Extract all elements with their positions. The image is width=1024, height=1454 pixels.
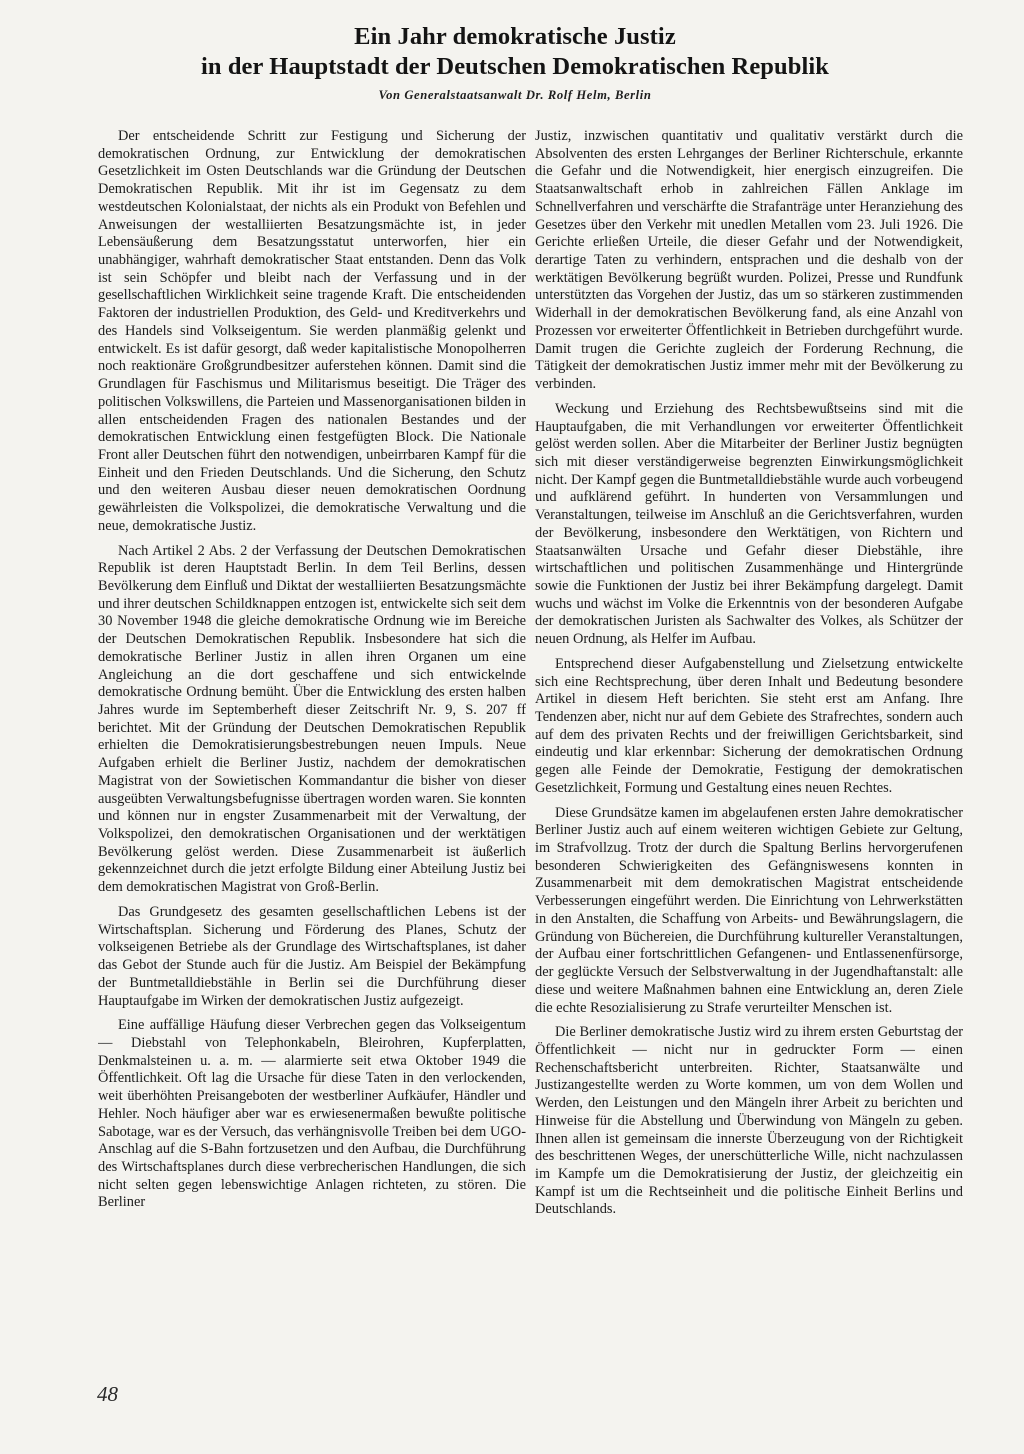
left-column (98, 128, 526, 1368)
left-paragraph-1: Der entscheidende Schritt zur Festigung und Sicherung der demokratischen Ordnung, zur Entwicklung der demokratischen Gesetzlichkeit im Osten Deutschlands war die Gründung der Deutschen Demokratischen Republik. Mit ihr ist im Gegensatz zu dem westdeutschen Kolonialstaat, der nichts als ein Produkt von Befehlen und Anweisungen der westalliierten Besatzungsmächte ist, in jeder Lebensäußerung dem Besatzungsstatut unterworfen, hier ein unabhängiger, wahrhaft demokratischer Staat entstanden. Denn das Volk ist sein Schöpfer und bleibt nach der Verfassung und in der gesellschaftlichen Wirklichkeit seine tragende Kraft. Die entscheidenden Faktoren der industriellen Produktion, des Geld- und Kreditverkehrs und des Handels sind Volkseigentum. Sie werden planmäßig gelenkt und entwickelt. Es ist dafür gesorgt, daß weder kapitalistische Monopolherren noch reaktionäre Großgrundbesitzer auferstehen können. Damit sind die Grundlagen für Faschismus und Militarismus beseitigt. Die Träger des politischen Volkswillens, die Parteien und Massenorganisationen bilden in allen entscheidenden Fragen des nationalen Bestandes und der demokratischen Entwicklung einen festgefügten Block. Die Nationale Front aller Deutschen führt den notwendigen, unbeirrbaren Kampf für die Einheit und den Frieden Deutschlands. Und die Sicherung, den Schutz und den weiteren Ausbau dieser neuen demokratischen Oordnung gewährleisten die Volkspolizei, die demokratische Verwaltung und die neue, demokratische Justiz. (98, 128, 526, 534)
right-paragraph-2: Weckung und Erziehung des Rechtsbewußtseins sind mit die Hauptaufgaben, die mit Verhandlungen vor erweiterter Öffentlichkeit gelöst werden sollen. Aber die Mitarbeiter der Berliner Justiz begnügten sich mit dieser verständigerweise begrenzten Einwirkungsmöglichkeit nicht. Der Kampf gegen die Buntmetalldiebstähle wurde auch vorbeugend und aufklärend geführt. In hunderten von Versammlungen und Veranstaltungen, teilweise im Anschluß an die Gerichtsverfahren, wurden der Bevölkerung, insbesondere den Werktätigen, von Richtern und Staatsanwälten Ursache und Gefahr dieser Diebstähle, ihre wirtschaftlichen und politischen Zusammenhänge und Hintergründe sowie die Funktionen der Justiz bei ihrer Bekämpfung dargelegt. Damit wuchs und wächst im Volke die Erkenntnis von der besonderen Aufgabe der demokratischen Juristen als Sachwalter des Volkes, als Schützer der neuen Ordnung, als Helfer im Aufbau. (535, 400, 963, 648)
article-header (100, 22, 930, 103)
right-column (535, 128, 963, 1368)
right-paragraph-3: Entsprechend dieser Aufgabenstellung und Zielsetzung entwickelte sich eine Rechtsprechung, über deren Inhalt und Bedeutung besondere Artikel in diesem Heft berichten. Sie steht erst am Anfang. Ihre Tendenzen aber, nicht nur auf dem Gebiete des Strafrechtes, sondern auch auf dem des privaten Rechts und der freiwilligen Gerichtsbarkeit, sind eindeutig und klar erkennbar: Sicherung der demokratischen Ordnung gegen alle Feinde der Demokratie, Festigung der demokratischen Gesetzlichkeit, Formung und Gestaltung eines neuen Rechtes. (535, 655, 963, 796)
left-paragraph-3: Das Grundgesetz des gesamten gesellschaftlichen Lebens ist der Wirtschaftsplan. Sicherung und Förderung des Planes, Schutz der volkseigenen Betriebe als der Grundlage des Wirtschaftsplanes, ist daher das Gebot der Stunde auch für die Justiz. Am Beispiel der Bekämpfung der Buntmetalldiebstähle in Berlin sei die Durchführung dieser Hauptaufgabe im Wirken der demokratischen Justiz aufgezeigt. (98, 903, 526, 1009)
right-paragraph-1: Justiz, inzwischen quantitativ und qualitativ verstärkt durch die Absolventen des ersten Lehrganges der Berliner Richterschule, erkannte die Gefahr und die Notwendigkeit, hier energisch einzugreifen. Die Staatsanwaltschaft erhob in zahlreichen Fällen Anklage im Schnellverfahren und verschärfte die Strafanträge unter Heranziehung des Gesetzes über den Verkehr mit unedlen Metallen vom 23. Juli 1926. Die Gerichte erließen Urteile, die dieser Gefahr und der Notwendigkeit, derartige Taten zu verhindern, entsprachen und die deshalb von der werktätigen Bevölkerung begrüßt wurden. Polizei, Presse und Rundfunk unterstützten das Vorgehen der Justiz, das um so stärkeren zustimmenden Widerhall in der demokratischen Bevölkerung fand, als eine Anzahl von Prozessen vor erweiterter Öffentlichkeit in Betrieben durchgeführt wurde. Damit trugen die Gerichte zugleich der Forderung Rechnung, die Tätigkeit der demokratischen Justiz immer mehr mit der Bevölkerung zu verbinden. (535, 128, 963, 393)
article-title-line-1: Ein Jahr demokratische Justiz (354, 23, 676, 50)
article-title-line-2: in der Hauptstadt der Deutschen Demokratischen Republik (200, 53, 830, 80)
left-paragraph-4: Eine auffällige Häufung dieser Verbrechen gegen das Volkseigentum — Diebstahl von Telephonkabeln, Bleirohren, Kupferplatten, Denkmalsteinen u. a. m. — alarmierte seit etwa Oktober 1949 die Öffentlichkeit. Oft lag die Ursache für diese Taten in den verlockenden, weit überhöhten Preisangeboten der westberliner Aufkäufer, Händler und Hehler. Noch häufiger aber war es erwiesenermaßen bewußte politische Sabotage, war es der Versuch, das verhängnisvolle Treiben bei dem UGO-Anschlag auf die S-Bahn fortzusetzen und den Aufbau, die Durchführung des Wirtschaftsplanes durch diese verbrecherischen Handlungen, die sich nicht selten gegen lebenswichtige Anlagen richteten, zu stören. Die Berliner (98, 1017, 526, 1211)
left-paragraph-2: Nach Artikel 2 Abs. 2 der Verfassung der Deutschen Demokratischen Republik ist deren Hauptstadt Berlin. In dem Teil Berlins, dessen Bevölkerung dem Einfluß und Diktat der westalliierten Besatzungsmächte und ihrer deutschen Schildknappen entzogen ist, entwickelte sich seit dem 30 November 1948 die gleiche demokratische Ordnung wie im Bereiche der Deutschen Demokratischen Republik. Insbesondere hat sich die demokratische Berliner Justiz in allen ihren Organen um eine Angleichung an die dort geschaffene und sich entwickelnde demokratische Ordnung bemüht. Über die Entwicklung des ersten halben Jahres wurde im Septemberheft dieser Zeitschrift Nr. 9, S. 207 ff berichtet. Mit der Gründung der Deutschen Demokratischen Republik erhielten die Demokratisierungsbestrebungen neuen Impuls. Neue Aufgaben erhielt die Berliner Justiz, nachdem der demokratischen Magistrat von der Sowietischen Kommandantur die bisher von dieser ausgeübten Verwaltungsbefugnisse übertragen worden waren. Sie konnten und können nur in engster Zusammenarbeit mit der Verwaltung, der Volkspolizei, den demokratischen Organisationen und der werktätigen Bevölkerung gelöst werden. Diese Zusammenarbeit ist äußerlich gekennzeichnet durch die jetzt erfolgte Bildung einer Abteilung Justiz bei dem demokratischen Magistrat von Groß-Berlin. (98, 542, 526, 896)
article-byline: Von Generalstaatsanwalt Dr. Rolf Helm, Berlin (378, 88, 652, 102)
right-paragraph-4: Diese Grundsätze kamen im abgelaufenen ersten Jahre demokratischer Berliner Justiz auch auf einem weiteren wichtigen Gebiete zur Geltung, im Strafvollzug. Trotz der durch die Spaltung Berlins hervorgerufenen besonderen Schwierigkeiten des Gefängniswesens konnten in Zusammenarbeit mit dem demokratischen Magistrat entscheidende Verbesserungen eingeführt werden. Die Einrichtung von Lehrwerkstätten in den Anstalten, die Schaffung von Arbeits- und Bewährungslagern, die Gründung von Büchereien, die Durchführung kultureller Veranstaltungen, der Aufbau einer fortschrittlichen Gefangenen- und Entlassenenfürsorge, der geglückte Versuch der Selbstverwaltung in der Jugendhaftanstalt: alle diese und weitere Maßnahmen bahnen eine Entwicklung an, deren Ziele die echte Resozialisierung zu Strafe verurteilter Menschen ist. (535, 804, 963, 1016)
right-paragraph-5: Die Berliner demokratische Justiz wird zu ihrem ersten Geburtstag der Öffentlichkeit — nicht nur in gedruckter Form — einen Rechenschaftsbericht unterbreiten. Richter, Staatsanwälte und Justizangestellte werden zu Worte kommen, um von dem Wollen und Werden, den Leistungen und den Mängeln ihrer Arbeit zu berichten und Hinweise für die Abstellung und Überwindung von Mängeln zu geben. Ihnen allen ist gemeinsam die innerste Überzeugung von der Richtigkeit des beschrittenen Weges, der unerschütterliche Wille, nicht nachzulassen im Kampfe um die Demokratisierung der Justiz, der gleichzeitig ein Kampf ist um die Rechtseinheit und die politische Einheit Berlins und Deutschlands. (535, 1024, 963, 1218)
page-number: 48 (97, 1382, 118, 1406)
